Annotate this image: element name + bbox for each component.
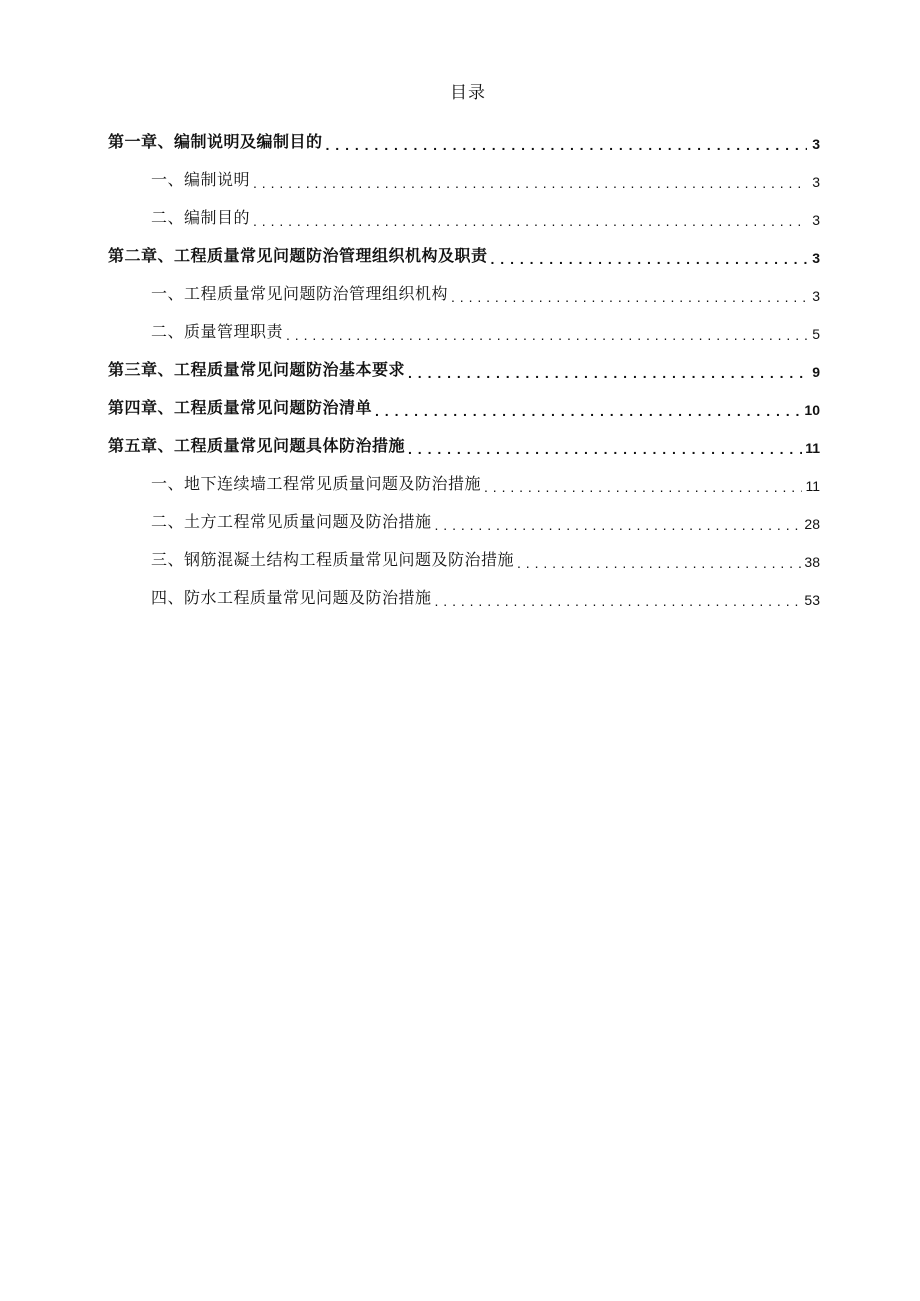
toc-entry-text: 一、工程质量常见问题防治管理组织机构: [151, 284, 449, 303]
toc-leader-dots: [408, 440, 802, 456]
toc-entry-text: 第四章、工程质量常见问题防治清单: [108, 398, 373, 417]
toc-leader-dots: [286, 326, 807, 342]
toc-entry-text: 一、编制说明: [151, 170, 251, 189]
toc-page-number: 53: [804, 592, 820, 608]
toc-entry-text: 第一章、编制说明及编制目的: [108, 132, 323, 151]
toc-page-number: 5: [812, 326, 820, 342]
toc-entry-text: 四、防水工程质量常见问题及防治措施: [151, 588, 432, 607]
toc-page-number: 28: [804, 516, 820, 532]
toc-leader-dots: [435, 592, 802, 608]
toc-entry-chapter-5[interactable]: [108, 424, 820, 462]
toc-entry-section[interactable]: [108, 462, 820, 500]
toc-leader-dots: [491, 250, 807, 266]
toc-entry-chapter-4[interactable]: [108, 386, 820, 424]
toc-entry-chapter-1[interactable]: [108, 120, 820, 158]
toc-page-number: 10: [804, 402, 820, 418]
toc-entry-text: 第五章、工程质量常见问题具体防治措施: [108, 436, 406, 455]
toc-page-number: 3: [812, 212, 820, 228]
toc-page-number: 9: [812, 364, 820, 380]
toc-page-number: 38: [804, 554, 820, 570]
toc-page-number: 3: [812, 136, 820, 152]
toc-title: 目录: [450, 83, 486, 103]
toc-entry-text: 二、编制目的: [151, 208, 251, 227]
toc-leader-dots: [253, 174, 807, 190]
toc-entry-section[interactable]: [108, 272, 820, 310]
toc-leader-dots: [375, 402, 801, 418]
toc-page-number: 11: [805, 440, 820, 456]
table-of-contents: [108, 120, 820, 614]
toc-entry-text: 二、质量管理职责: [151, 322, 284, 341]
toc-leader-dots: [435, 516, 802, 532]
toc-leader-dots: [408, 364, 807, 380]
toc-entry-text: 二、土方工程常见质量问题及防治措施: [151, 512, 432, 531]
toc-entry-section[interactable]: [108, 196, 820, 234]
toc-page-number: 3: [812, 174, 820, 190]
toc-entry-section[interactable]: [108, 158, 820, 196]
toc-leader-dots: [484, 478, 802, 494]
toc-entry-section[interactable]: [108, 538, 820, 576]
toc-entry-chapter-2[interactable]: [108, 234, 820, 272]
toc-leader-dots: [326, 136, 807, 152]
toc-entry-section[interactable]: [108, 500, 820, 538]
toc-leader-dots: [451, 288, 807, 304]
toc-entry-text: 第三章、工程质量常见问题防治基本要求: [108, 360, 406, 379]
toc-leader-dots: [517, 554, 801, 570]
toc-entry-text: 三、钢筋混凝土结构工程质量常见问题及防治措施: [151, 550, 515, 569]
toc-entry-section[interactable]: [108, 310, 820, 348]
toc-entry-chapter-3[interactable]: [108, 348, 820, 386]
toc-entry-text: 一、地下连续墙工程常见质量问题及防治措施: [151, 474, 482, 493]
toc-entry-text: 第二章、工程质量常见问题防治管理组织机构及职责: [108, 246, 488, 265]
toc-page-number: 3: [812, 288, 820, 304]
toc-page-number: 11: [805, 478, 820, 494]
toc-leader-dots: [253, 212, 807, 228]
toc-entry-section[interactable]: [108, 576, 820, 614]
toc-page-number: 3: [812, 250, 820, 266]
